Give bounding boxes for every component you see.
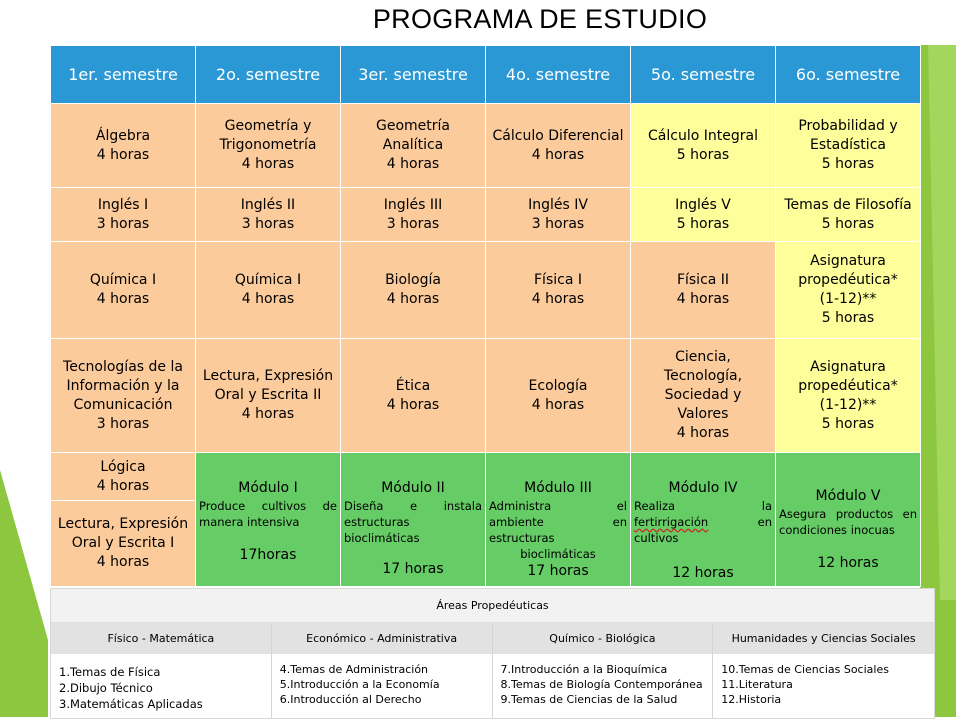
subject-cell: [196, 188, 341, 242]
module-description: Administra el: [489, 499, 627, 513]
subject-hours: 4 horas: [241, 291, 295, 307]
subject-name: Ciencia,: [675, 349, 731, 365]
areas-body-row: [51, 654, 934, 718]
subject-hours: 4 horas: [531, 396, 585, 413]
subject-name: Inglés IV: [528, 196, 588, 213]
semester-header-row: [51, 46, 921, 104]
module-description-word: fertirrigación: [634, 515, 709, 529]
list-item: 1.Temas de Física: [59, 665, 161, 679]
subject-hours: 4 horas: [96, 477, 150, 494]
subject-name: Inglés II: [240, 196, 296, 213]
module-title: Módulo V: [815, 488, 881, 504]
semester-6-header: 6o. semestre: [776, 46, 921, 104]
subject-name: Probabilidad y: [798, 118, 898, 134]
module-description-word: en: [757, 515, 772, 529]
module-hours: 17 horas: [527, 563, 589, 579]
subject-name: Analítica: [382, 137, 444, 153]
module-description: Realiza la: [634, 499, 772, 513]
list-item: 7.Introducción a la Bioquímica: [500, 663, 668, 676]
subject-name: Física II: [676, 272, 730, 288]
module-description: ambiente en: [489, 515, 627, 529]
module-hours: 17horas: [239, 547, 297, 563]
table-row: [51, 339, 921, 453]
area-header: Químico - Biológica: [493, 623, 714, 654]
area-items: [713, 654, 934, 718]
subject-name: Oral y Escrita II: [214, 387, 322, 403]
subject-cell: [631, 242, 776, 339]
subject-name: Lógica: [100, 458, 146, 475]
subject-cell: [51, 188, 196, 242]
area-header: Físico - Matemática: [51, 623, 272, 654]
subject-hours: 4 horas: [531, 146, 585, 163]
subject-hours: 4 horas: [386, 291, 440, 307]
subject-hours: 4 horas: [96, 146, 150, 163]
subject-cell: [776, 339, 921, 453]
subject-hours: 5 horas: [676, 215, 730, 232]
subject-name: Biología: [385, 272, 441, 288]
list-item: 12.Historia: [721, 693, 782, 706]
module-3-cell: [486, 453, 631, 587]
area-header: Económico - Administrativa: [272, 623, 493, 654]
subject-hours: 3 horas: [386, 215, 440, 232]
subject-hours: 4 horas: [676, 425, 730, 441]
list-item: 2.Dibujo Técnico: [59, 681, 153, 695]
subject-name: (1-12)**: [819, 291, 877, 307]
subject-name: Tecnología,: [663, 368, 743, 384]
subject-name: Lectura, Expresión: [57, 516, 189, 532]
list-item: 8.Temas de Biología Contemporánea: [500, 678, 703, 691]
study-program-table: [50, 45, 921, 587]
list-item: 4.Temas de Administración: [279, 663, 429, 676]
semester-3-header: 3er. semestre: [341, 46, 486, 104]
module-title: Módulo IV: [668, 480, 738, 496]
subject-name: Inglés V: [675, 196, 731, 213]
list-item: 3.Matemáticas Aplicadas: [59, 697, 203, 711]
subject-hours: 4 horas: [531, 291, 585, 307]
subject-cell: [196, 339, 341, 453]
module-description: [634, 514, 772, 530]
module-description: Diseña e instala: [344, 499, 482, 513]
subject-name: Estadística: [810, 137, 886, 153]
module-hours: 12 horas: [672, 565, 734, 581]
page-title: PROGRAMA DE ESTUDIO: [372, 4, 708, 34]
subject-name: Cálculo Diferencial: [492, 127, 624, 144]
subject-hours: 3 horas: [531, 215, 585, 232]
subject-name: Temas de Filosofía: [784, 196, 912, 213]
subject-hours: 5 horas: [676, 146, 730, 163]
subject-name: Sociedad y: [664, 387, 742, 403]
subject-name: Ecología: [528, 377, 588, 394]
table-row: [51, 453, 921, 501]
subject-hours: 5 horas: [821, 415, 875, 432]
module-title: Módulo II: [381, 480, 445, 496]
table-row: [51, 104, 921, 188]
area-items: [272, 654, 493, 718]
subject-name: propedéutica*: [798, 272, 898, 288]
subject-name: Inglés III: [383, 196, 443, 213]
subject-name: Física I: [534, 272, 582, 288]
list-item: 10.Temas de Ciencias Sociales: [721, 663, 889, 676]
subject-name: Asignatura: [810, 253, 886, 269]
table-row: [51, 242, 921, 339]
areas-title: Áreas Propedéuticas: [51, 589, 934, 623]
subject-cell: [776, 188, 921, 242]
subject-cell: [51, 104, 196, 188]
subject-name: Lectura, Expresión: [202, 368, 334, 384]
semester-1-header: 1er. semestre: [51, 46, 196, 104]
module-hours: 12 horas: [817, 555, 879, 571]
list-item: 6.Introducción al Derecho: [279, 693, 422, 706]
semester-4-header: 4o. semestre: [486, 46, 631, 104]
subject-cell: [486, 104, 631, 188]
list-item: 11.Literatura: [721, 678, 793, 691]
subject-name: Química I: [89, 272, 157, 288]
subject-name: Oral y Escrita I: [71, 535, 175, 551]
subject-name: Asignatura: [810, 358, 886, 375]
module-description: condiciones inocuas: [779, 523, 895, 537]
areas-header-row: [51, 623, 934, 654]
subject-name: Comunicación: [73, 396, 173, 413]
subject-name: Ética: [395, 377, 431, 394]
table-row: [51, 188, 921, 242]
module-4-cell: [631, 453, 776, 587]
subject-name: (1-12)**: [819, 396, 877, 413]
subject-cell: [486, 188, 631, 242]
semester-2-header: 2o. semestre: [196, 46, 341, 104]
subject-cell: [631, 339, 776, 453]
subject-cell: [341, 242, 486, 339]
subject-hours: 4 horas: [96, 291, 150, 307]
subject-hours: 5 horas: [821, 215, 875, 232]
subject-cell: [631, 188, 776, 242]
subject-hours: 4 horas: [241, 156, 295, 172]
module-description: bioclimáticas: [520, 547, 596, 561]
module-1-cell: [196, 453, 341, 587]
subject-hours: 3 horas: [96, 415, 150, 432]
area-header: Humanidades y Ciencias Sociales: [713, 623, 934, 654]
subject-cell: [631, 104, 776, 188]
subject-hours: 4 horas: [386, 156, 440, 172]
subject-hours: 4 horas: [386, 396, 440, 413]
subject-cell: [51, 453, 196, 501]
semester-5-header: 5o. semestre: [631, 46, 776, 104]
subject-cell: [486, 242, 631, 339]
module-description: bioclimáticas: [344, 531, 420, 545]
subject-hours: 5 horas: [821, 156, 875, 172]
module-description: Produce cultivos de: [199, 499, 337, 513]
module-description: manera intensiva: [199, 515, 300, 529]
module-hours: 17 horas: [382, 561, 444, 577]
module-2-cell: [341, 453, 486, 587]
subject-cell: [341, 104, 486, 188]
subject-name: propedéutica*: [798, 377, 898, 394]
left-green-wedge: [0, 470, 48, 717]
list-item: 9.Temas de Ciencias de la Salud: [500, 693, 678, 706]
subject-name: Valores: [677, 406, 729, 422]
propaedeutic-areas-table: [50, 588, 935, 719]
subject-cell: [486, 339, 631, 453]
module-description: Asegura productos en: [779, 507, 917, 521]
subject-cell: [776, 104, 921, 188]
subject-name: Información y la: [66, 377, 180, 394]
module-description: estructuras: [344, 515, 410, 529]
subject-hours: 4 horas: [241, 406, 295, 422]
module-description: cultivos: [634, 531, 679, 545]
subject-hours: 3 horas: [241, 215, 295, 232]
area-items: [493, 654, 714, 718]
module-description: estructuras: [489, 531, 555, 545]
area-items: [51, 654, 272, 718]
subject-cell: [51, 242, 196, 339]
subject-hours: 5 horas: [821, 310, 875, 326]
module-5-cell: [776, 453, 921, 587]
subject-cell: [51, 339, 196, 453]
subject-name: Trigonometría: [219, 137, 317, 153]
subject-cell: [196, 242, 341, 339]
subject-name: Cálculo Integral: [648, 127, 758, 144]
subject-name: Inglés I: [97, 196, 149, 213]
subject-name: Geometría: [376, 118, 450, 134]
subject-cell: [196, 104, 341, 188]
subject-cell: [776, 242, 921, 339]
subject-cell: [341, 339, 486, 453]
subject-cell: [51, 501, 196, 587]
subject-hours: 4 horas: [96, 554, 150, 570]
subject-name: Geometría y: [224, 118, 312, 134]
subject-hours: 3 horas: [96, 215, 150, 232]
subject-name: Química I: [234, 272, 302, 288]
subject-cell: [341, 188, 486, 242]
list-item: 5.Introducción a la Economía: [279, 678, 440, 691]
module-title: Módulo III: [524, 480, 592, 496]
subject-name: Tecnologías de la: [63, 358, 183, 375]
subject-hours: 4 horas: [676, 291, 730, 307]
subject-name: Álgebra: [95, 127, 151, 144]
module-title: Módulo I: [238, 480, 298, 496]
